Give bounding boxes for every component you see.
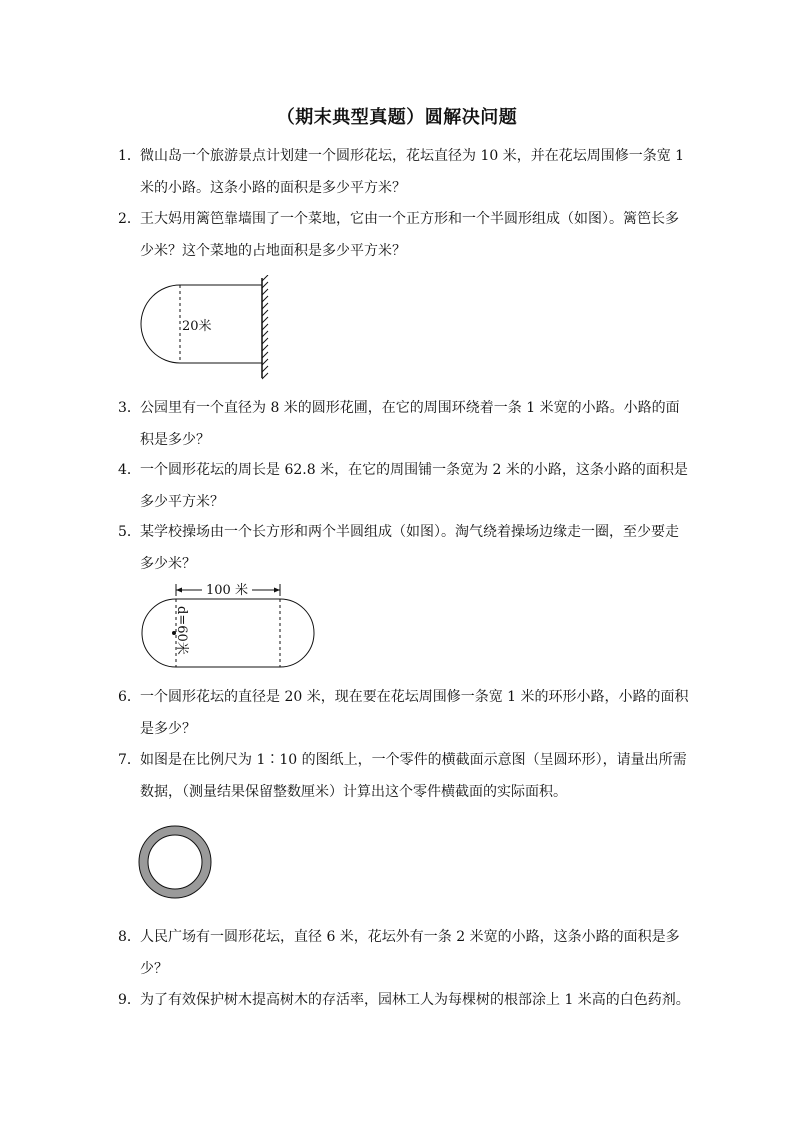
question-number: 7．: [118, 752, 141, 768]
length-arrow-left: [176, 588, 182, 593]
question-text-line: 少？: [140, 961, 168, 977]
page-title: （期末典型真题）圆解决问题: [276, 107, 518, 128]
question-number: 3．: [118, 400, 141, 416]
question-number: 6．: [118, 689, 141, 705]
wall-hatching: [262, 275, 268, 379]
ring-inner: [148, 835, 202, 889]
question-text-line: 为了有效保护树木提高树木的存活率，园林工人为每棵树的根部涂上 1 米高的白色药剂。: [140, 992, 690, 1008]
diameter-label: d=60米: [174, 606, 189, 655]
question-text-line: 一个圆形花坛的周长是 62.8 米，在它的周围铺一条宽为 2 米的小路，这条小路的面积是: [140, 462, 688, 478]
question-text-line: 如图是在比例尺为 1∶10 的图纸上，一个零件的横截面示意图（呈圆环形），请量出所需: [140, 752, 687, 768]
question-text-line: 一个圆形花坛的直径是 20 米，现在要在花坛周围修一条宽 1 米的环形小路，小路的面积: [140, 689, 689, 705]
question-text-line: 少米？这个菜地的占地面积是多少平方米？: [140, 243, 406, 259]
question-text-line: 多少米？: [140, 556, 196, 572]
question-number: 5．: [118, 524, 141, 540]
question-text-line: 积是多少？: [140, 432, 210, 448]
question-text-line: 公园里有一个直径为 8 米的圆形花圃，在它的周围环绕着一条 1 米宽的小路。小路的面: [140, 400, 680, 416]
question-text-line: 多少平方米？: [140, 494, 224, 510]
garden-figure: [132, 275, 272, 385]
question-number: 8．: [118, 929, 141, 945]
question-text-line: 人民广场有一圆形花坛，直径 6 米，花坛外有一条 2 米宽的小路，这条小路的面积是多: [140, 929, 680, 945]
question-number: 9．: [118, 992, 141, 1008]
question-text-line: 微山岛一个旅游景点计划建一个圆形花坛，花坛直径为 10 米，并在花坛周围修一条宽 1: [140, 148, 685, 164]
question-number: 4．: [118, 462, 141, 478]
question-text-line: 某学校操场由一个长方形和两个半圆组成（如图）。淘气绕着操场边缘走一圈，至少要走: [140, 524, 679, 540]
question-text-line: 数据，（测量结果保留整数厘米）计算出这个零件横截面的实际面积。: [140, 784, 567, 800]
question-number: 2．: [118, 211, 141, 227]
playground-outline: [142, 599, 314, 667]
question-text-line: 是多少？: [140, 721, 196, 737]
question-text-line: 米的小路。这条小路的面积是多少平方米？: [140, 180, 406, 196]
question-number: 1．: [118, 148, 141, 164]
length-label: 100 米: [206, 583, 248, 598]
garden-side-label: 20米: [182, 319, 212, 334]
length-arrow-right: [274, 588, 280, 593]
question-text-line: 王大妈用篱笆靠墙围了一个菜地，它由一个正方形和一个半圆形组成（如图）。篱笆长多: [140, 211, 679, 227]
ring-figure: [137, 824, 213, 900]
playground-figure: [130, 578, 330, 673]
